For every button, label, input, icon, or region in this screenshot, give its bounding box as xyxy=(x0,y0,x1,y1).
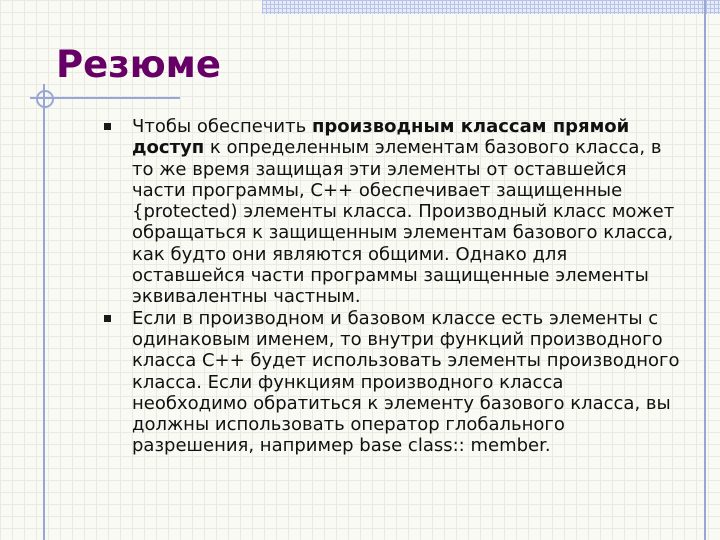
bullet-list xyxy=(100,116,680,457)
square-bullet-icon xyxy=(104,315,111,322)
bullet-text-after: к определенным элементам базового класса, в то же время защищая эти элементы от оставшейся части программы, С++ обеспечивает защищенные {protected) элементы класса. Производный класс может обращаться к защищенным элементам базового класса, как будто они являются общими. Однако для оставшейся части программы защищенные элементы эквивалентны частным. xyxy=(132,137,675,308)
bullet-text-bold: производным классам прямой доступ xyxy=(132,116,630,159)
crosshair-circle-icon xyxy=(36,90,54,108)
bullet-item-2 xyxy=(100,308,680,457)
decorative-left-line xyxy=(43,84,45,540)
square-bullet-icon xyxy=(104,123,111,130)
bullet-text: Если в производном и базовом классе есть элементы с одинаковым именем, то внутри функций производного класса С++ будет использовать элементы производного класса. Если функциям производного класса необходимо обратиться к элементу базового класса, вы должны использовать оператор глобального разрешения, например base class:: member. xyxy=(132,307,680,457)
decorative-right-line xyxy=(704,0,706,540)
slide-title: Резюме xyxy=(56,43,222,86)
decorative-top-band xyxy=(262,0,720,14)
bullet-item-1 xyxy=(100,116,680,308)
bullet-text-before: Чтобы обеспечить xyxy=(132,116,312,137)
